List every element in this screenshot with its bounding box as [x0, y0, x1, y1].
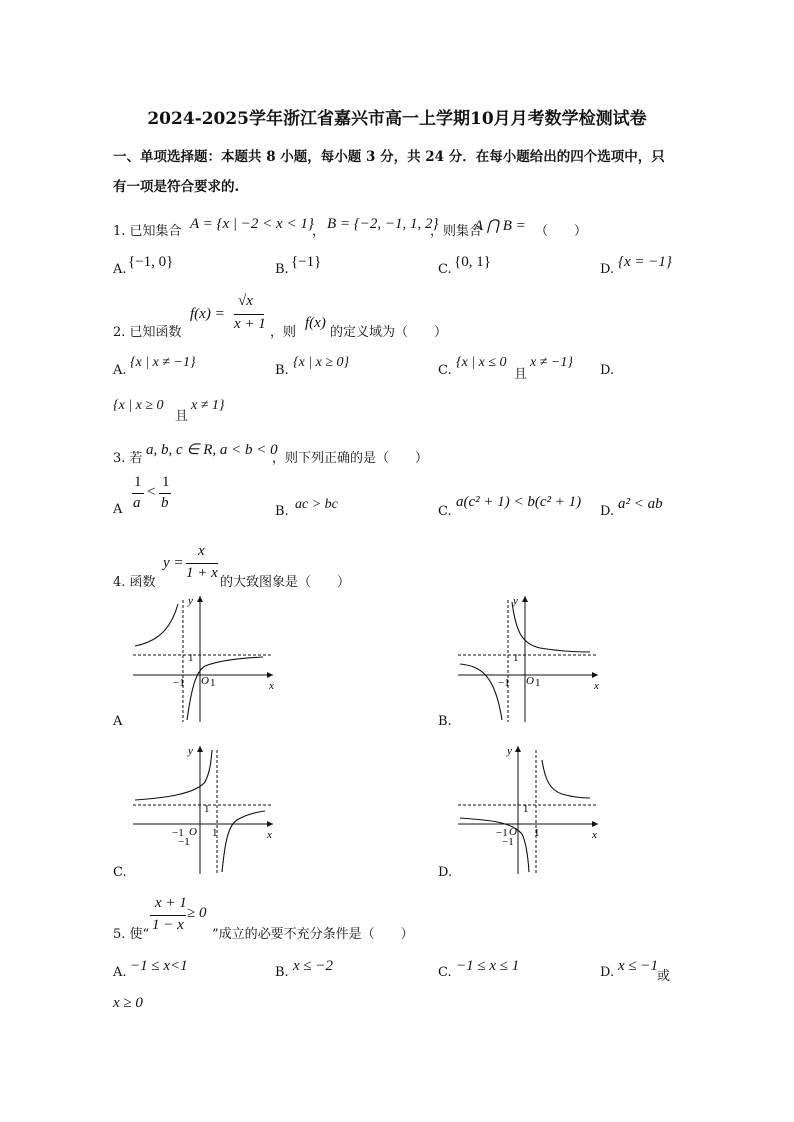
q3-option-a-label: A	[113, 502, 123, 517]
q4-numerator: x	[198, 543, 205, 559]
q2-option-c[interactable]: {x | x ≤ 0	[456, 355, 507, 370]
q4-option-c-label: C.	[113, 865, 127, 880]
q4-graph-c[interactable]	[125, 742, 280, 877]
q5-suffix: ”成立的必要不充分条件是（ ）	[212, 927, 414, 942]
q3-a-den1: a	[133, 495, 141, 511]
q1-option-a-label: A.	[113, 262, 127, 277]
q4-b-x-label: x	[594, 680, 599, 692]
q5-ge-zero: ≥ 0	[187, 905, 207, 921]
q4-option-d-label: D.	[438, 865, 453, 880]
q5-option-b-label: B.	[275, 965, 289, 980]
q5-option-a[interactable]: −1 ≤ x<1	[130, 958, 188, 974]
q2-suffix: 的定义域为（ ）	[330, 325, 448, 340]
q2-option-b[interactable]: {x | x ≥ 0}	[293, 355, 350, 370]
q1-option-c-label: C.	[438, 262, 452, 277]
q3-suffix: ，则下列正确的是（ ）	[272, 451, 429, 466]
q1-expr: A ⋂ B =	[474, 218, 526, 234]
q4-a-x-label: x	[269, 680, 274, 692]
q5-option-b[interactable]: x ≤ −2	[293, 958, 334, 974]
q3-option-b[interactable]: ac > bc	[295, 497, 338, 512]
q4-b-neg1: −1	[498, 677, 510, 689]
q1-set-a: A = {x | −2 < x < 1}	[190, 216, 314, 232]
q1-option-d-label: D.	[600, 262, 615, 277]
q1-set-b: B = {−2, −1, 1, 2}	[327, 216, 439, 232]
q1-option-d[interactable]: {x = −1}	[618, 254, 672, 270]
q4-graph-d[interactable]	[450, 742, 605, 877]
q2-numerator: √x	[238, 293, 253, 309]
q1-prefix: 1. 已知集合	[113, 224, 182, 239]
q2-option-b-label: B.	[275, 363, 289, 378]
q4-a-one-x: 1	[210, 677, 216, 689]
q5-prefix: 5. 使“	[113, 927, 150, 942]
q2-option-d-extra: x ≠ 1}	[191, 398, 225, 413]
q3-a-num1: 1	[134, 474, 142, 490]
q1-comma: ，	[312, 224, 326, 239]
q2-option-c-label: C.	[438, 363, 452, 378]
q4-fraction-bar	[186, 563, 218, 564]
q1-paren: （ ）	[535, 224, 588, 239]
q4-c-neg1-y: −1	[178, 836, 190, 848]
q5-option-d-extra: x ≥ 0	[113, 995, 143, 1011]
q4-d-x-label: x	[592, 829, 597, 841]
q4-c-x-label: x	[267, 829, 272, 841]
section-heading-line2: 有一项是符合要求的.	[113, 179, 240, 195]
q3-prefix: 3. 若	[113, 451, 143, 466]
q4-c-one-x: 1	[212, 827, 218, 839]
q5-denominator: 1 − x	[152, 917, 184, 933]
q2-then: ，则	[270, 325, 297, 340]
q5-option-d-label: D.	[600, 965, 615, 980]
q2-fx: f(x) =	[190, 306, 225, 322]
q4-suffix: 的大致图象是（ ）	[220, 575, 351, 590]
q2-option-a[interactable]: {x | x ≠ −1}	[130, 355, 196, 370]
q2-denominator: x + 1	[234, 316, 266, 332]
q4-a-y-label: y	[188, 595, 193, 607]
q5-option-d-or: 或	[657, 969, 671, 984]
q4-c-one-y: 1	[204, 803, 210, 815]
q5-option-c[interactable]: −1 ≤ x ≤ 1	[456, 958, 520, 974]
q3-a-bar2	[159, 493, 171, 494]
q4-prefix: 4. 函数	[113, 575, 156, 590]
q5-option-c-label: C.	[438, 965, 452, 980]
q4-b-y-label: y	[513, 595, 518, 607]
q3-condition: a, b, c ∈ R, a < b < 0	[146, 442, 278, 458]
q5-numerator: x + 1	[155, 895, 187, 911]
q4-a-origin: O	[201, 675, 209, 687]
q4-c-origin: O	[189, 826, 197, 838]
q5-option-d[interactable]: x ≤ −1	[618, 958, 659, 974]
section-heading-line1: 一、单项选择题：本题共 8 小题，每小题 3 分，共 24 分．在每小题给出的四个选项中，只	[113, 149, 665, 165]
q4-d-one-x: 1	[534, 827, 540, 839]
page-title: 2024-2025学年浙江省嘉兴市高一上学期10月月考数学检测试卷	[147, 109, 647, 129]
q3-option-b-label: B.	[275, 504, 289, 519]
q2-option-d[interactable]: {x | x ≥ 0	[113, 398, 164, 413]
q4-b-one-y: 1	[513, 652, 519, 664]
q4-graph-b[interactable]	[450, 592, 605, 727]
q4-d-neg1-x: −1	[496, 827, 508, 839]
q4-c-neg1-x: −1	[172, 827, 184, 839]
q4-b-origin: O	[526, 675, 534, 687]
q5-fraction-bar	[150, 915, 186, 916]
q5-option-a-label: A.	[113, 965, 127, 980]
q4-d-origin: O	[509, 826, 517, 838]
q3-option-d[interactable]: a² < ab	[618, 496, 663, 512]
q3-a-lt: <	[147, 484, 156, 500]
q4-a-one-y: 1	[188, 652, 194, 664]
q1-option-b[interactable]: {−1}	[291, 254, 322, 270]
q3-option-d-label: D.	[600, 504, 615, 519]
q1-option-b-label: B.	[275, 262, 289, 277]
q3-a-bar1	[132, 493, 144, 494]
q4-d-one-y: 1	[523, 803, 529, 815]
q3-option-c[interactable]: a(c² + 1) < b(c² + 1)	[456, 494, 582, 510]
q4-d-neg1-y: −1	[502, 836, 514, 848]
q4-d-y-label: y	[507, 745, 512, 757]
q3-option-c-label: C.	[438, 504, 452, 519]
q4-option-b-label: B.	[438, 714, 452, 729]
q4-denominator: 1 + x	[186, 565, 218, 581]
q1-then: ，则集合	[430, 224, 483, 239]
q3-a-den2: b	[161, 495, 169, 511]
q2-fx2: f(x)	[305, 315, 326, 331]
q4-option-a-label: A	[113, 714, 123, 729]
q2-fraction-bar	[234, 314, 264, 315]
q1-option-c[interactable]: {0, 1}	[454, 254, 491, 270]
q4-graph-a[interactable]	[125, 592, 280, 727]
q4-c-y-label: y	[188, 745, 193, 757]
q2-prefix: 2. 已知函数	[113, 325, 182, 340]
q1-option-a[interactable]: {−1, 0}	[128, 254, 174, 270]
q4-a-neg1: −1	[173, 677, 185, 689]
q2-option-d-label: D.	[600, 363, 615, 378]
q4-y: y =	[163, 555, 184, 571]
q2-option-d-and: 且	[175, 409, 189, 424]
q2-option-c-and: 且	[514, 367, 528, 382]
q2-option-c-extra: x ≠ −1}	[530, 355, 573, 370]
q4-b-one-x: 1	[535, 677, 541, 689]
q3-a-num2: 1	[162, 474, 170, 490]
q2-option-a-label: A.	[113, 363, 127, 378]
